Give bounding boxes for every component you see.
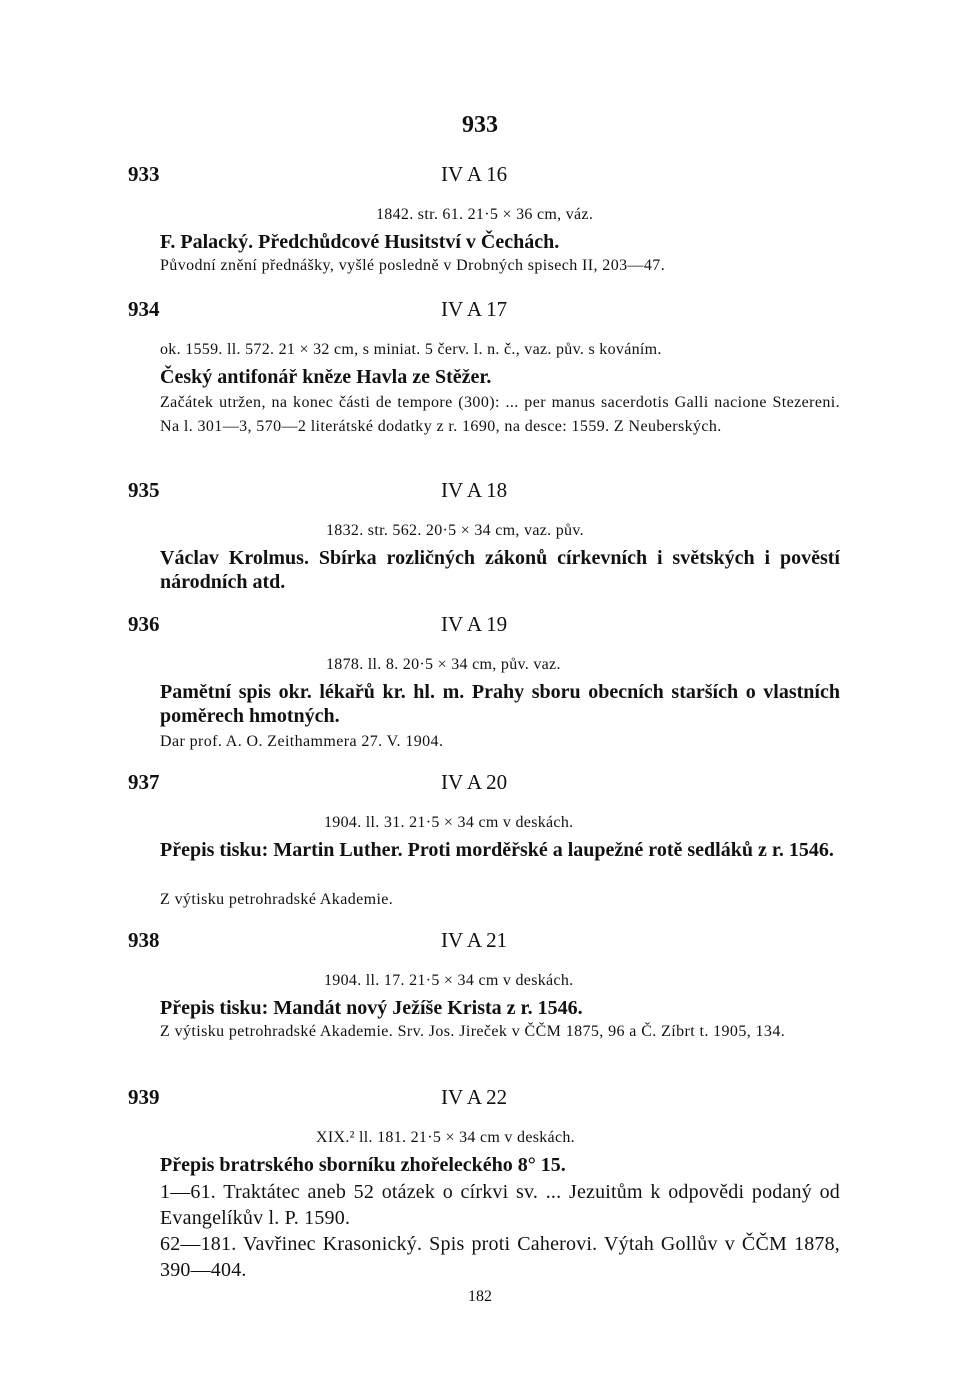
entry-note: Původní znění přednášky, vyšlé posledně v Drobných spisech II, 203—47. <box>160 257 666 274</box>
entry-title: Český antifonář kněze Havla ze Stěžer. <box>160 366 492 388</box>
entry-number: 934 <box>128 297 160 321</box>
physical-description: 1904. ll. 17. 21·5 × 34 cm v deskách. <box>324 972 574 989</box>
physical-description: 1832. str. 562. 20·5 × 34 cm, vaz. pův. <box>326 522 584 539</box>
shelf-signature: IV A 17 <box>441 297 508 321</box>
entry-note: Začátek utržen, na konec části de tempore (300): ... per manus sacerdotis Galli nacione Stezereni. Na l. 301—3, 570—2 literátské dodatky z r. 1690, na desce: 1559. Z Neuberských. <box>160 394 840 435</box>
entry-number: 939 <box>128 1085 160 1109</box>
entry-note: Z výtisku petrohradské Akademie. Srv. Jos. Jireček v ČČM 1875, 96 a Č. Zíbrt t. 1905, 134. <box>160 1023 786 1040</box>
entry-number: 933 <box>128 162 160 186</box>
page-footer-number: 182 <box>468 1288 492 1305</box>
entry-number: 937 <box>128 770 160 794</box>
shelf-signature: IV A 16 <box>441 162 508 186</box>
entry-title: Přepis tisku: Mandát nový Ježíše Krista z r. 1546. <box>160 997 583 1019</box>
physical-description: 1904. ll. 31. 21·5 × 34 cm v deskách. <box>324 814 574 831</box>
entry-number: 935 <box>128 478 160 502</box>
shelf-signature: IV A 18 <box>441 478 508 502</box>
entry-number: 938 <box>128 928 160 952</box>
entry-title: Václav Krolmus. Sbírka rozličných zákonů církevních i světských i pověstí národních atd. <box>160 547 840 593</box>
physical-description: XIX.² ll. 181. 21·5 × 34 cm v deskách. <box>316 1129 575 1146</box>
physical-description: 1878. ll. 8. 20·5 × 34 cm, pův. vaz. <box>326 656 561 673</box>
physical-description: ok. 1559. ll. 572. 21 × 32 cm, s miniat. 5 červ. l. n. č., vaz. pův. s kováním. <box>160 341 662 358</box>
shelf-signature: IV A 22 <box>441 1085 508 1109</box>
entry-title: F. Palacký. Předchůdcové Husitství v Čechách. <box>160 231 560 253</box>
entry-note: Z výtisku petrohradské Akademie. <box>160 891 394 908</box>
entry-title: Přepis bratrského sborníku zhořeleckého 8° 15. <box>160 1154 566 1176</box>
physical-description: 1842. str. 61. 21·5 × 36 cm, váz. <box>376 206 594 223</box>
entry-note: 62—181. Vavřinec Krasonický. Spis proti Caherovi. Výtah Gollův v ČČM 1878, 390—404. <box>160 1233 840 1281</box>
entry-title: Přepis tisku: Martin Luther. Proti morděřské a laupežné rotě sedláků z r. 1546. <box>160 839 834 861</box>
shelf-signature: IV A 20 <box>441 770 508 794</box>
shelf-signature: IV A 21 <box>441 928 508 952</box>
shelf-signature: IV A 19 <box>441 612 508 636</box>
entry-note: 1—61. Traktátec aneb 52 otázek o církvi sv. ... Jezuitům k odpovědi podaný od Evangelíkův l. P. 1590. <box>160 1181 840 1229</box>
page-header-number: 933 <box>462 112 498 138</box>
entry-number: 936 <box>128 612 160 636</box>
entry-note: Dar prof. A. O. Zeithammera 27. V. 1904. <box>160 733 444 750</box>
entry-title: Pamětní spis okr. lékařů kr. hl. m. Prahy sboru obecních starších o vlastních poměrech hmotných. <box>160 681 840 727</box>
